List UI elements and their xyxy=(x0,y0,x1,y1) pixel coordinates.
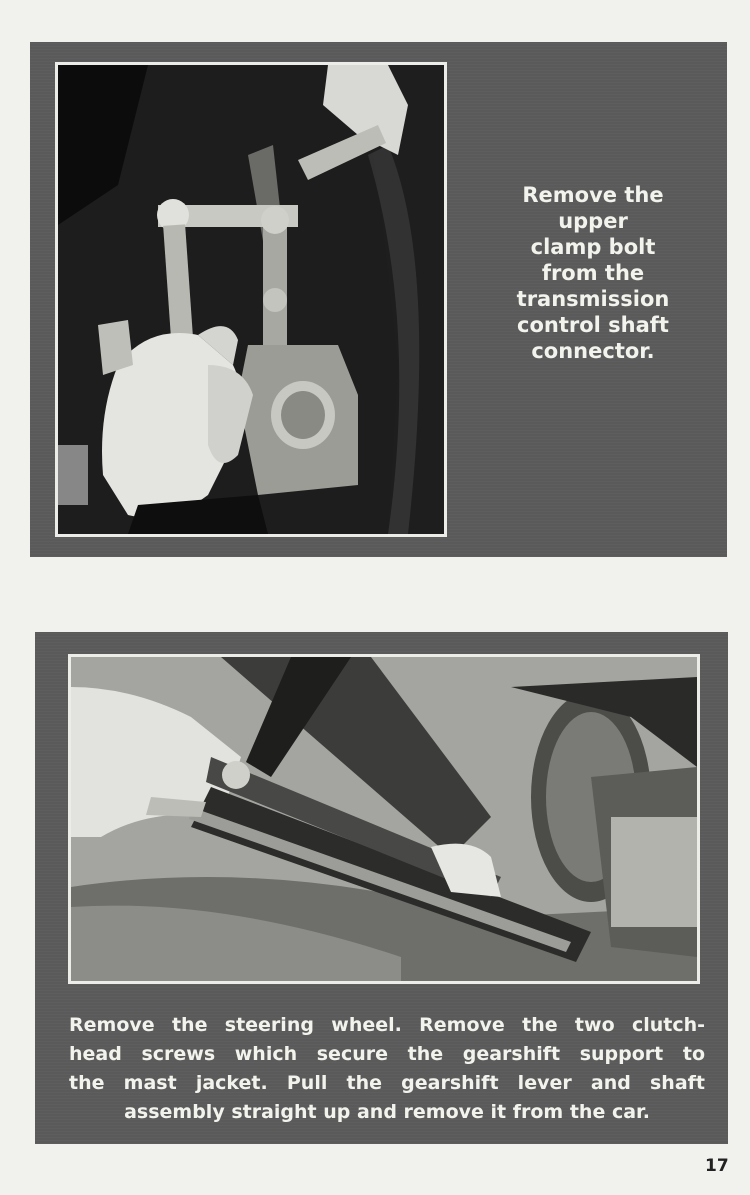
instruction-panel-bottom xyxy=(35,632,728,1144)
instruction-panel-top xyxy=(30,42,727,557)
caption-remove-clamp-bolt xyxy=(478,182,708,364)
caption-remove-steering-wheel xyxy=(69,1011,705,1127)
page-number: 17 xyxy=(705,1156,729,1176)
caption-line: the mast jacket. Pull the gearshift lever and shaft xyxy=(69,1072,705,1094)
caption-line: Remove the xyxy=(522,183,664,207)
photo-clamp-bolt-removal xyxy=(55,62,447,537)
caption-line: head screws which secure the gearshift support to xyxy=(69,1043,705,1065)
caption-line: connector. xyxy=(531,339,655,363)
caption-line: from the xyxy=(541,261,645,285)
photo-gearshift-illustration xyxy=(71,657,697,981)
photo-steering-wheel-removal xyxy=(68,654,700,984)
caption-line: assembly straight up and remove it from the car. xyxy=(124,1101,650,1123)
caption-line: Remove the steering wheel. Remove the two clutch- xyxy=(69,1014,705,1036)
caption-line: clamp bolt xyxy=(530,235,656,259)
photo-clamp-bolt-illustration xyxy=(58,65,444,534)
caption-line: upper xyxy=(558,209,628,233)
caption-line: control shaft xyxy=(517,313,669,337)
caption-line: transmission xyxy=(516,287,670,311)
